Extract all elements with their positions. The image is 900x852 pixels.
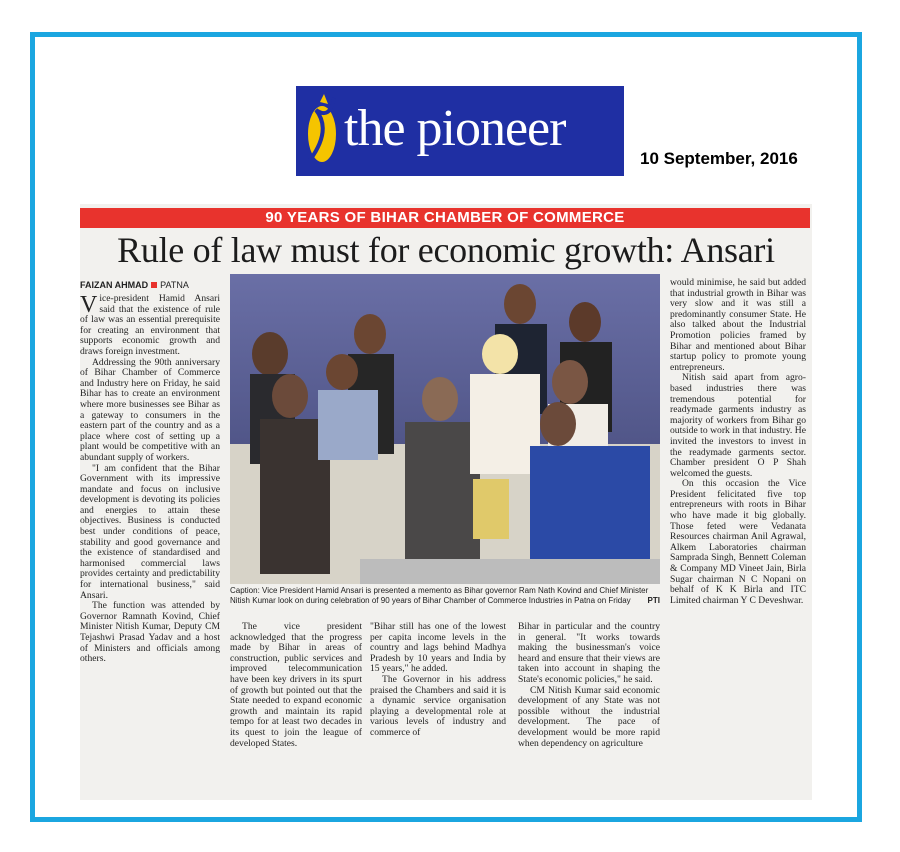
section-banner: 90 YEARS OF BIHAR CHAMBER OF COMMERCE [80,208,810,228]
byline-separator [151,282,157,288]
paragraph: "Bihar still has one of the lowest per capita income levels in the country and lags behind Madhya Pradesh by 10 years and India by 15 years," he added. [370,622,506,675]
caption-text: Caption: Vice President Hamid Ansari is presented a memento as Bihar governor Ram Nath Kovind and Chief Minister Nitish Kumar look on during celebration of 90 years of Bihar Chamber of Commerce Industries in Patna on Friday [230,586,649,605]
paragraph: would minimise, he said but added that industrial growth in Bihar was very slow and it was still a predominantly consumer State. He also talked about the Industrial Promotion policies framed by Bihar and mentioned about Bihar startup policy to promote young entrepreneurs. [670,278,806,373]
headline: Rule of law must for economic growth: Ansari [117,230,775,270]
news-clipping [80,204,812,800]
paragraph: The function was attended by Governor Ramnath Kovind, Chief Minister Nitish Kumar, Deputy CM Tejashwi Prasad Yadav and a host of Ministers and officials among others. [80,600,220,665]
paragraph: Vice-president Hamid Ansari said that the existence of rule of law was an essential prerequisite for creating an environment that supports economic growth and draws foreign investment. [80,294,220,357]
drop-cap: V [80,294,98,318]
publication-date: 10 September, 2016 [640,149,798,168]
paragraph: On this occasion the Vice President felicitated five top entrepreneurs with roots in Bihar who have made it big globally. Those feted were Vedanata Resources chairman Anil Agrawal, Alkem Laboratories chairman Samprada Singh, Bennett Coleman & Company MD Vineet Jain, Birla Sugar chairman N C Nopani on behalf of K K Birla and ITC Limited chairman Y C Deveshwar. [670,478,806,606]
paragraph: Addressing the 90th anniversary of Bihar Chamber of Commerce and Industry here on Friday, he said Bihar has to create an environment where more businesses see Bihar as a gateway to consumers in the eastern part of the country and as a place where cost of setting up a plant would be competitive with an abundant supply of workers. [80,356,220,463]
byline-author: FAIZAN AHMAD [80,280,149,290]
article-column-5 [670,278,806,688]
byline-place: PATNA [160,280,189,290]
paragraph: Nitish said apart from agro-based industries there was tremendous potential for readymade garments industry as majority of workers from Bihar go outside to work in that industry. He invited the investors to invest in the readymade garments sector. Chamber president O P Shah welcomed the guests. [670,372,806,479]
paragraph: The vice president acknowledged that the progress made by Bihar in areas of construction, public services and improved telecommunication have been key drivers in its spurt of growth but pointed out that the State needed to expand economic growth and maintain its rapid tempo for at least two decades in its quest to join the league of developed States. [230,622,362,749]
event-photo-illustration [230,274,660,584]
article-column-3 [370,622,506,797]
paragraph: The Governor in his address praised the Chambers and said it is a dynamic service organisation playing a developmental role at various levels of industry and commerce of [370,673,506,738]
article-column-2 [230,622,362,797]
torch-logo-icon [302,90,342,172]
byline [80,280,189,290]
photo-credit: PTI [647,596,660,605]
photo-caption [230,586,660,606]
article-column-4 [518,622,660,797]
logo-text: the pioneer [344,100,566,157]
paragraph: CM Nitish Kumar said economic development of any State was not possible without the industrial development. The pace of development would be more rapid when dependency on agriculture [518,684,660,749]
event-photo [230,274,660,584]
pioneer-logo [296,86,624,176]
paragraph: "I am confident that the Bihar Government with its impressive mandate and focus on inclusive development is devoting its policies and energies to attain these objectives. Business is conducted best under conditions of peace, stability and good governance and the existence of standardised and harmonised commercial laws provides certainty and predictability for international business," said Ansari. [80,462,220,601]
paragraph: Bihar in particular and the country in general. "It works towards making the businessman's voice heard and ensure that their views are taken into account in shaping the State's economic policies," he said. [518,622,660,685]
article-column-1 [80,294,220,794]
